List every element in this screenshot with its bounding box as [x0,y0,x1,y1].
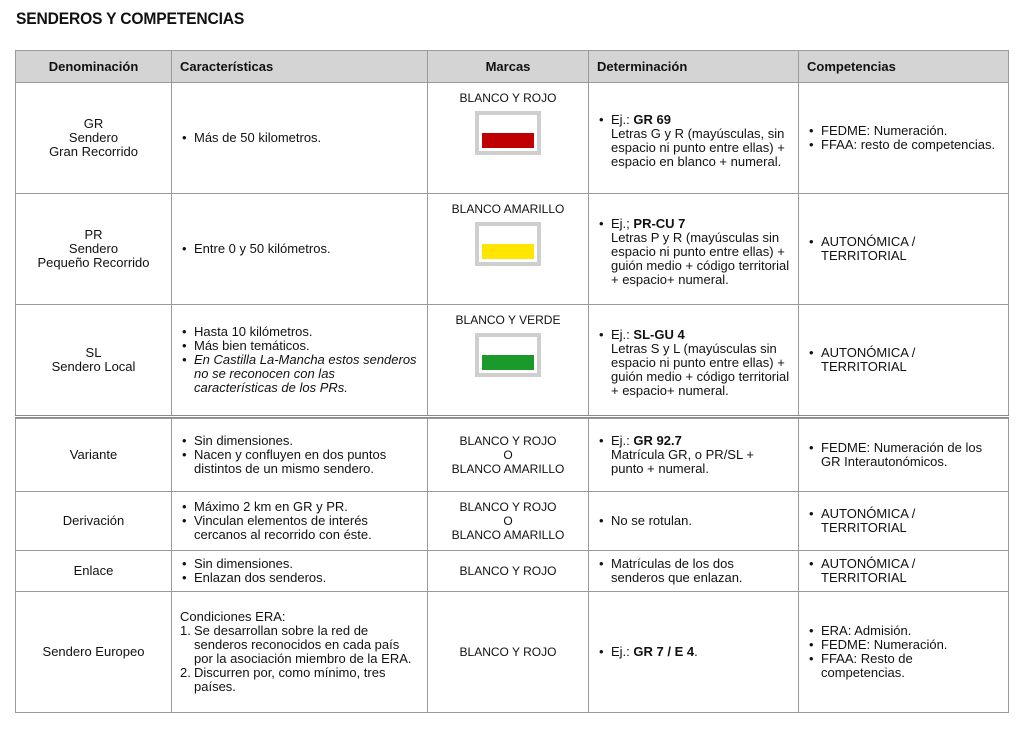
list-item: • FFAA: resto de competencias. [807,138,1000,152]
den-type: Sendero [68,241,119,256]
list-item: • Más bien temáticos. [180,339,419,353]
list-item: • FEDME: Numeración. [807,638,1000,652]
marcas-cell [428,551,589,592]
table-row [16,83,1009,194]
det-text: Matrícula GR, o PR/SL + punto + numeral. [611,447,754,476]
table-header-row [16,51,1009,83]
caracteristicas-cell [172,305,428,417]
den-name: Pequeño Recorrido [37,255,150,270]
flag-stripe-green [482,355,534,370]
det-prefix: Ej.: [611,433,634,448]
list-item: • Entre 0 y 50 kilómetros. [180,242,419,256]
den-name: Sendero Local [51,359,136,374]
list-item [597,217,790,287]
list-item [180,666,419,694]
table-row [16,592,1009,713]
header-determinacion: Determinación [589,51,799,83]
table-row [16,305,1009,417]
den-code: PR [84,227,103,242]
marca-or: O [503,514,513,528]
table-row [16,419,1009,492]
marca-label: BLANCO Y ROJO [459,564,557,578]
caracteristicas-cell [172,419,428,492]
competencias-cell [799,492,1009,551]
determinacion-cell [589,194,799,305]
table-row [16,492,1009,551]
list-item: • FFAA: Resto de competencias. [807,652,1000,680]
list-item: • En Castilla La-Mancha estos senderos no se reconocen con las características de los PRs. [180,353,419,395]
det-prefix: Ej.: [611,644,634,659]
list-item [597,434,790,476]
marca-label: BLANCO AMARILLO [451,528,565,542]
header-caracteristicas: Características [172,51,428,83]
list-text: Discurren por, como mínimo, tres países. [194,665,386,694]
marca-label: BLANCO Y ROJO [459,434,557,448]
list-item: • Matrículas de los dos senderos que enlazan. [597,557,790,585]
list-item: • FEDME: Numeración. [807,124,1000,138]
marcas-cell [428,194,589,305]
competencias-cell [799,419,1009,492]
list-item [597,328,790,398]
marca-label: BLANCO AMARILLO [451,462,565,476]
denominacion-cell [16,305,172,417]
det-prefix: Ej.: [611,112,634,127]
table-row [16,551,1009,592]
den-name: Gran Recorrido [49,144,138,159]
marcas-cell [428,419,589,492]
page-title: SENDEROS Y COMPETENCIAS [16,9,245,28]
determinacion-cell [589,492,799,551]
list-item [180,624,419,666]
marca-or: O [503,448,513,462]
determinacion-cell [589,83,799,194]
det-code: GR 7 / E 4 [633,644,695,659]
list-item [597,113,790,169]
det-code: SL-GU 4 [633,327,685,342]
marcas-cell [428,492,589,551]
list-item: • Máximo 2 km en GR y PR. [180,500,419,514]
determinacion-cell [589,551,799,592]
list-number: 1. [180,623,191,638]
marca-label: BLANCO AMARILLO [451,202,565,216]
competencias-cell [799,194,1009,305]
list-item: • AUTONÓMICA / TERRITORIAL [807,557,1000,585]
determinacion-cell [589,305,799,417]
determinacion-cell [589,419,799,492]
list-item: • Más de 50 kilometros. [180,131,419,145]
det-text: Letras G y R (mayúsculas, sin espacio ni punto entre ellas) + espacio en blanco + numeral. [611,126,785,169]
den-type: Sendero [68,130,119,145]
caracteristicas-cell [172,592,428,713]
header-competencias: Competencias [799,51,1009,83]
det-suffix: . [694,644,698,659]
denominacion-cell [16,194,172,305]
list-item [597,645,790,659]
caracteristicas-cell [172,492,428,551]
senderos-table [15,50,1009,713]
det-code: GR 92.7 [633,433,682,448]
table-row [16,194,1009,305]
conditions-heading: Condiciones ERA: [180,609,286,624]
marca-label: BLANCO Y VERDE [455,313,561,327]
list-item: • Enlazan dos senderos. [180,571,419,585]
den-code: SL [85,345,102,360]
list-item: • AUTONÓMICA / TERRITORIAL [807,507,1000,535]
caracteristicas-cell [172,83,428,194]
list-item: • AUTONÓMICA / TERRITORIAL [807,235,1000,263]
trail-mark-flag [475,111,541,155]
den-code: GR [83,116,104,131]
flag-stripe-red [482,133,534,148]
det-code: PR-CU 7 [633,216,686,231]
marca-label: BLANCO Y ROJO [459,91,557,105]
marca-label: BLANCO Y ROJO [459,645,557,659]
header-marcas: Marcas [428,51,589,83]
trail-mark-flag [475,333,541,377]
list-item: • Hasta 10 kilómetros. [180,325,419,339]
trail-mark-flag [475,222,541,266]
caracteristicas-cell [172,551,428,592]
list-item: • Nacen y confluyen en dos puntos distintos de un mismo sendero. [180,448,419,476]
list-number: 2. [180,665,191,680]
marcas-cell [428,592,589,713]
list-text: Se desarrollan sobre la red de senderos reconocidos en cada país por la asociación miembro de la ERA. [194,623,412,666]
list-item: • Vinculan elementos de interés cercanos al recorrido con éste. [180,514,419,542]
marcas-cell [428,305,589,417]
caracteristicas-cell [172,194,428,305]
list-item: • Sin dimensiones. [180,557,419,571]
denominacion-cell: Sendero Europeo [16,592,172,713]
list-item: • AUTONÓMICA / TERRITORIAL [807,346,1000,374]
denominacion-cell: Enlace [16,551,172,592]
list-item: • No se rotulan. [597,514,790,528]
marcas-cell [428,83,589,194]
marca-label: BLANCO Y ROJO [459,500,557,514]
det-prefix: Ej.; [611,216,634,231]
denominacion-cell: Variante [16,419,172,492]
competencias-cell [799,551,1009,592]
list-item: • Sin dimensiones. [180,434,419,448]
det-prefix: Ej.: [611,327,634,342]
det-text: Letras S y L (mayúsculas sin espacio ni punto entre ellas) + guión medio + código territorial + espacio+ numeral. [611,341,790,398]
competencias-cell [799,305,1009,417]
flag-stripe-yellow [482,244,534,259]
determinacion-cell [589,592,799,713]
competencias-cell [799,592,1009,713]
det-code: GR 69 [633,112,671,127]
list-item: • FEDME: Numeración de los GR Interautonómicos. [807,441,1000,469]
list-item: • ERA: Admisión. [807,624,1000,638]
denominacion-cell: Derivación [16,492,172,551]
competencias-cell [799,83,1009,194]
header-denominacion: Denominación [16,51,172,83]
denominacion-cell [16,83,172,194]
det-text: Letras P y R (mayúsculas sin espacio ni punto entre ellas) + guión medio + código territorial + espacio+ numeral. [611,230,790,287]
